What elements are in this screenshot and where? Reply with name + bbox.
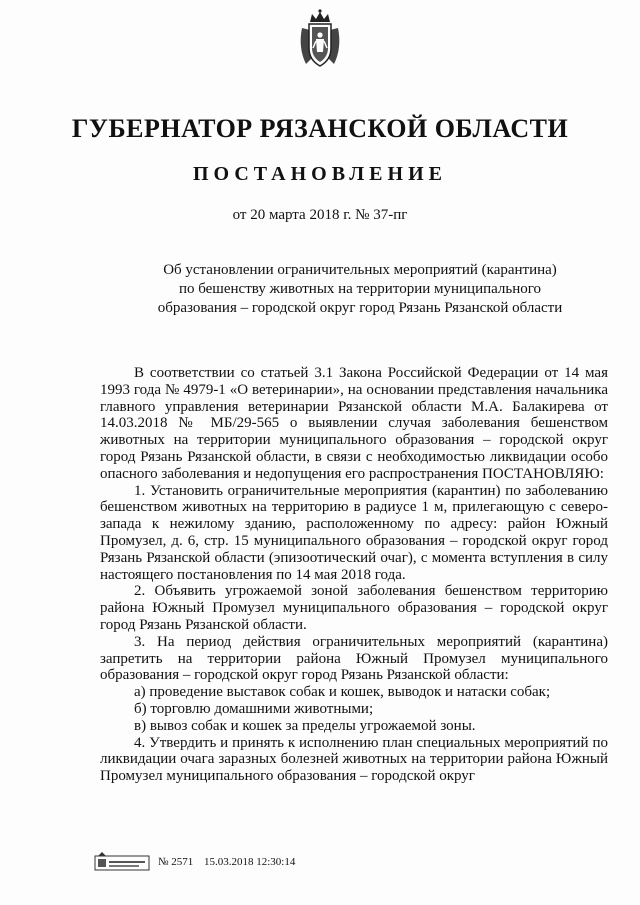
registration-stamp-text bbox=[158, 856, 303, 868]
clause-3: 3. На период действия ограничительных мероприятий (карантина) запретить на территории района Южный Промузел муниципального образования – городской округ город Рязань Рязанской области: bbox=[100, 633, 608, 684]
preamble-paragraph: В соответствии со статьей 3.1 Закона Российской Федерации от 14 мая 1993 года № 4979-1 «О ветеринарии», на основании представления начальника главного управления ветеринарии Рязанской области М.А. Балакирева от 14.03.2018 № МБ/29-565 о выявлении случая заболевания бешенством животных на территории муниципального образования – городской округ город Рязань Рязанской области, в связи с необходимостью ликвидации особо опасного заболевания и недопущения его распространения ПОСТАНОВЛЯЮ: bbox=[100, 365, 608, 482]
registration-datetime: 15.03.2018 12:30:14 bbox=[204, 856, 296, 868]
document-subject bbox=[150, 261, 570, 318]
document-body bbox=[100, 365, 608, 785]
clause-2: 2. Объявить угрожаемой зоной заболевания бешенством территорию района Южный Промузел муниципального образования – городской округ город Рязань Рязанской области. bbox=[100, 583, 608, 633]
registration-footer bbox=[94, 852, 614, 876]
subject-line: Об установлении ограничительных мероприятий (карантина) bbox=[163, 262, 557, 278]
coat-of-arms-icon bbox=[296, 8, 344, 70]
document-date: от 20 марта 2018 г. № 37-пг bbox=[232, 207, 408, 223]
clause-1: 1. Установить ограничительные мероприятия (карантин) по заболеванию бешенством животных на территорию в радиусе 1 м, прилегающую с северо-запада к нежилому зданию, расположенному по адресу: район Южный Промузел, д. 6, стр. 15 муниципального образования – городской округ город Рязань Рязанской области (эпизоотический очаг), с момента вступления в силу настоящего постановления по 14 мая 2018 года. bbox=[100, 482, 608, 583]
document-type: ПОСТАНОВЛЕНИЕ bbox=[193, 163, 447, 185]
authority-title: ГУБЕРНАТОР РЯЗАНСКОЙ ОБЛАСТИ bbox=[71, 114, 569, 143]
clause-3b: б) торговлю домашними животными; bbox=[134, 700, 374, 717]
subject-line: по бешенству животных на территории муниципального bbox=[178, 281, 542, 297]
subject-line: образования – городской округ город Рязань Рязанской области bbox=[157, 300, 563, 316]
office-stamp-icon bbox=[94, 852, 150, 874]
registration-number: № 2571 bbox=[158, 856, 194, 868]
clause-3a: а) проведение выставок собак и кошек, выводок и натаски собак; bbox=[134, 684, 551, 701]
clause-3c: в) вывоз собак и кошек за пределы угрожаемой зоны. bbox=[134, 717, 476, 734]
clause-4: 4. Утвердить и принять к исполнению план специальных мероприятий по ликвидации очага заразных болезней животных на территории района Южный Промузел муниципального образования – городской округ bbox=[100, 734, 608, 785]
